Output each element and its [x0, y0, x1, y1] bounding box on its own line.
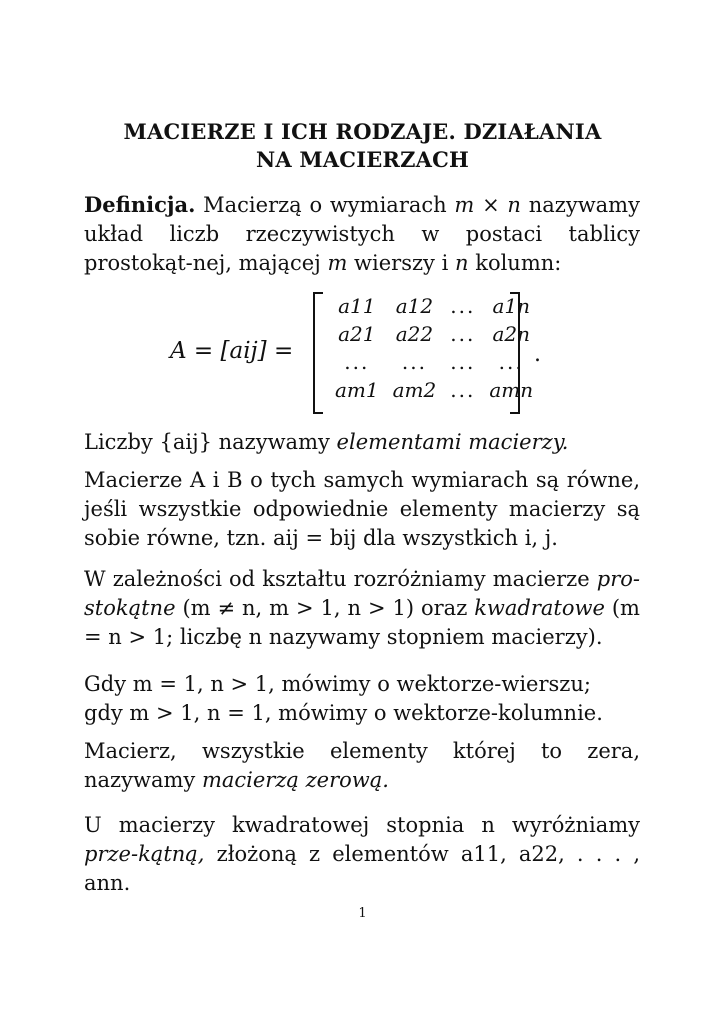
- p4-line-2: gdy m > 1, n = 1, mówimy o wektorze-kolumnie.: [84, 701, 603, 725]
- definition-paragraph: [84, 190, 640, 278]
- matrix-lhs: A = [aij] =: [170, 338, 294, 364]
- matrix-cell: a12: [395, 294, 434, 318]
- p1-emphasis: elementami macierzy.: [336, 430, 569, 454]
- matrix-cell: a2n: [492, 322, 530, 346]
- p5-text: Macierz, wszystkie elementy której to zera, nazywamy: [84, 739, 640, 792]
- matrix-row: [328, 292, 540, 320]
- p2-text: Macierze A i B o tych samych wymiarach są równe, jeśli wszystkie odpowiednie elementy macierzy są sobie równe, tzn. aij = bij dla wszystkich i, j.: [84, 468, 640, 550]
- matrix-cell: ...: [450, 322, 476, 346]
- definition-text-4: kolumn:: [475, 251, 562, 275]
- matrix-cell: ...: [344, 350, 370, 374]
- matrix-cell: ...: [498, 350, 524, 374]
- definition-m: m: [327, 251, 348, 275]
- p5-emphasis: macierzą zerową.: [201, 768, 389, 792]
- p6-text-2: złożoną z elementów a11, a22, . . . , ann.: [84, 842, 640, 895]
- matrix-cell: a11: [338, 294, 376, 318]
- definition-label: Definicja.: [84, 192, 196, 217]
- p3-emphasis-1: pro-stokątne: [84, 567, 640, 620]
- p6-emphasis: prze-kątną,: [84, 842, 205, 866]
- matrix-row: [328, 348, 540, 376]
- matrix-cell: ...: [450, 350, 476, 374]
- matrix-cell: a21: [338, 322, 376, 346]
- p4-line-1: Gdy m = 1, n > 1, mówimy o wektorze-wierszu;: [84, 672, 591, 696]
- definition-n: n: [455, 251, 469, 275]
- definition-dimension: m × n: [454, 193, 521, 217]
- matrix-equation: [170, 290, 570, 418]
- title-line-2: NA MACIERZACH: [255, 147, 470, 172]
- p3-text-3: (m = n > 1; liczbę n nazywamy stopniem macierzy).: [84, 596, 640, 649]
- page-title: [60, 118, 665, 174]
- matrix-cell: ...: [450, 294, 476, 318]
- p3-text-1: W zależności od kształtu rozróżniamy macierze: [84, 567, 590, 591]
- paragraph-shapes: [84, 565, 640, 652]
- matrix-right-bracket: [510, 292, 520, 414]
- matrix-cell: ...: [450, 378, 476, 402]
- p3-text-2: (m ≠ n, m > 1, n > 1) oraz: [182, 596, 468, 620]
- paragraph-elements: [84, 428, 640, 457]
- definition-text-2: nazywamy układ liczb rzeczywistych w postaci tablicy prostokąt-nej, mającej: [84, 193, 640, 275]
- paragraph-vectors: [84, 670, 640, 728]
- page-number: 1: [358, 906, 367, 921]
- matrix-cell: amn: [489, 378, 534, 402]
- p1-text: Liczby {aij} nazywamy: [84, 430, 330, 454]
- matrix-period: .: [534, 342, 541, 367]
- definition-text-3: wierszy i: [354, 251, 449, 275]
- matrix-left-bracket: [313, 292, 323, 414]
- paragraph-equality: [84, 466, 640, 553]
- matrix-cell: am2: [392, 378, 437, 402]
- title-line-1: MACIERZE I ICH RODZAJE. DZIAŁANIA: [123, 119, 602, 144]
- matrix-cell: a22: [395, 322, 434, 346]
- paragraph-diagonal: [84, 811, 640, 898]
- matrix-table: [328, 292, 540, 404]
- matrix-row: [328, 376, 540, 404]
- matrix-cell: a1n: [492, 294, 530, 318]
- matrix-row: [328, 320, 540, 348]
- matrix-cell: ...: [401, 350, 427, 374]
- paragraph-zero-matrix: [84, 737, 640, 795]
- p3-emphasis-2: kwadratowe: [474, 596, 605, 620]
- definition-text-1: Macierzą o wymiarach: [203, 193, 447, 217]
- p6-text-1: U macierzy kwadratowej stopnia n wyróżniamy: [84, 813, 640, 837]
- matrix-cell: am1: [335, 378, 379, 402]
